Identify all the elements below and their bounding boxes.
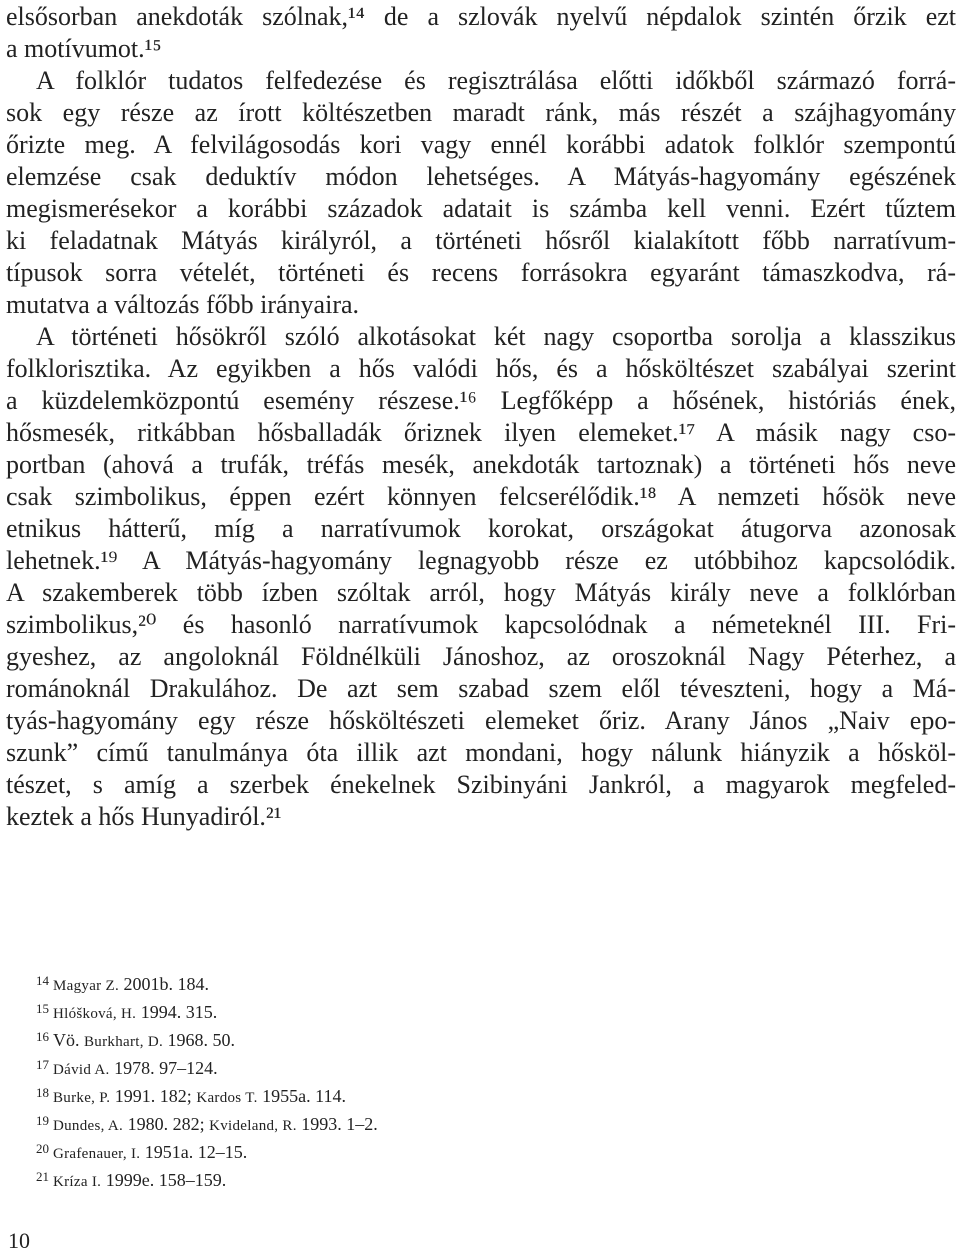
body-line: mutatva a változás főbb irányaira. bbox=[6, 290, 360, 319]
body-line: megismerésekor a korábbi századok adatait is számba kell venni. Ezért tűztem bbox=[6, 194, 956, 223]
footnote-author: Kardos T. bbox=[196, 1090, 258, 1106]
footnote-number: 19 bbox=[36, 1113, 49, 1128]
footnote-number: 18 bbox=[36, 1085, 49, 1100]
footnote-citation: 1993. 1–2. bbox=[296, 1114, 378, 1134]
body-line: ki feladatnak Mátyás királyról, a történeti hősről kialakított főbb narratívum- bbox=[6, 226, 956, 255]
body-line: tészet, s amíg a szerbek énekelnek Szibinyáni Jankról, a magyarok megfeled- bbox=[6, 770, 956, 799]
footnote-author: Hlóšková, H. bbox=[53, 1006, 137, 1022]
footnote-prefix: Vö. bbox=[53, 1030, 84, 1050]
footnote-author: Burkhart, D. bbox=[84, 1034, 164, 1050]
book-page bbox=[6, 0, 956, 1255]
footnote-19 bbox=[36, 1110, 378, 1137]
body-line: szimbolikus,²⁰ és hasonló narratívumok kapcsolódnak a németeknél III. Fri- bbox=[6, 610, 956, 639]
body-line: portban (ahová a trufák, tréfás mesék, anekdoták tartoznak) a történeti hős neve bbox=[6, 450, 956, 479]
body-line: a küzdelemközpontú esemény részese.¹⁶ Legfőképp a hősének, históriás ének, bbox=[6, 386, 956, 415]
body-line: típusok sorra vételét, történeti és recens forrásokra egyaránt támaszkodva, rá- bbox=[6, 258, 956, 287]
body-line: A szakemberek több ízben szóltak arról, hogy Mátyás király neve a folklórban bbox=[6, 578, 956, 607]
body-line: hősmesék, ritkábban hősballadák őriznek ilyen elemeket.¹⁷ A másik nagy cso- bbox=[6, 418, 956, 447]
body-line: csak szimbolikus, éppen ezért könnyen felcserélődik.¹⁸ A nemzeti hősök neve bbox=[6, 482, 956, 511]
body-line: lehetnek.¹⁹ A Mátyás-hagyomány legnagyobb része ez utóbbihoz kapcsolódik. bbox=[6, 546, 956, 575]
footnote-number: 20 bbox=[36, 1141, 49, 1156]
page-number: 10 bbox=[8, 1228, 30, 1253]
footnote-author: Dávid A. bbox=[53, 1062, 110, 1078]
footnote-20 bbox=[36, 1138, 247, 1165]
footnote-number: 14 bbox=[36, 973, 49, 988]
footnote-citation: 1951a. 12–15. bbox=[140, 1142, 248, 1162]
footnote-citation: 1991. 182; bbox=[110, 1086, 197, 1106]
footnote-number: 16 bbox=[36, 1029, 49, 1044]
body-line: elemzése csak deduktív módon lehetséges. A Mátyás-hagyomány egészének bbox=[6, 162, 956, 191]
footnote-author: Magyar Z. bbox=[53, 978, 120, 994]
footnote-number: 15 bbox=[36, 1001, 49, 1016]
body-line: a motívumot.¹⁵ bbox=[6, 34, 162, 63]
footnote-author: Kríza I. bbox=[53, 1174, 102, 1190]
body-line: etnikus hátterű, míg a narratívumok korokat, országokat átugorva azonosak bbox=[6, 514, 956, 543]
footnote-citation: 1978. 97–124. bbox=[109, 1058, 218, 1078]
footnote-citation: 1994. 315. bbox=[136, 1002, 218, 1022]
body-line: szunk” című tanulmánya óta illik azt mondani, hogy nálunk hiányzik a hősköl- bbox=[6, 738, 956, 767]
footnote-21 bbox=[36, 1166, 226, 1193]
footnote-number: 21 bbox=[36, 1169, 49, 1184]
body-line: A folklór tudatos felfedezése és regisztrálása előtti időkből származó forrá- bbox=[36, 66, 956, 95]
footnote-17 bbox=[36, 1054, 218, 1081]
footnote-citation: 2001b. 184. bbox=[119, 974, 210, 994]
footnote-citation: 1980. 282; bbox=[123, 1114, 210, 1134]
body-line: A történeti hősökről szóló alkotásokat két nagy csoportba sorolja a klasszikus bbox=[36, 322, 956, 351]
body-line: elsősorban anekdoták szólnak,¹⁴ de a szlovák nyelvű népdalok szintén őrzik ezt bbox=[6, 2, 956, 31]
footnote-citation: 1968. 50. bbox=[163, 1030, 236, 1050]
footnote-number: 17 bbox=[36, 1057, 49, 1072]
footnote-18 bbox=[36, 1082, 346, 1109]
footnote-author: Burke, P. bbox=[53, 1090, 111, 1106]
footnote-15 bbox=[36, 998, 217, 1025]
footnote-citation: 1955a. 114. bbox=[257, 1086, 346, 1106]
body-line: folklorisztika. Az egyikben a hős valódi hős, és a hősköltészet szabályai szerint bbox=[6, 354, 956, 383]
body-line: tyás-hagyomány egy része hősköltészeti elemeket őriz. Arany János „Naiv epo- bbox=[6, 706, 956, 735]
footnote-author: Grafenauer, I. bbox=[53, 1146, 141, 1162]
body-line: románoknál Drakulához. De azt sem szabad szem elől téveszteni, hogy a Má- bbox=[6, 674, 956, 703]
body-line: sok egy része az írott költészetben maradt ránk, más részét a szájhagyomány bbox=[6, 98, 956, 127]
footnote-citation: 1999e. 158–159. bbox=[101, 1170, 227, 1190]
footnote-16 bbox=[36, 1026, 235, 1053]
body-line: gyeshez, az angoloknál Földnélküli Jánoshoz, az oroszoknál Nagy Péterhez, a bbox=[6, 642, 956, 671]
body-line: keztek a hős Hunyadiról.²¹ bbox=[6, 802, 282, 831]
footnote-14 bbox=[36, 970, 209, 997]
body-line: őrizte meg. A felvilágosodás kori vagy ennél korábbi adatok folklór szempontú bbox=[6, 130, 956, 159]
footnote-author: Dundes, A. bbox=[53, 1118, 124, 1134]
footnote-author: Kvideland, R. bbox=[209, 1118, 297, 1134]
